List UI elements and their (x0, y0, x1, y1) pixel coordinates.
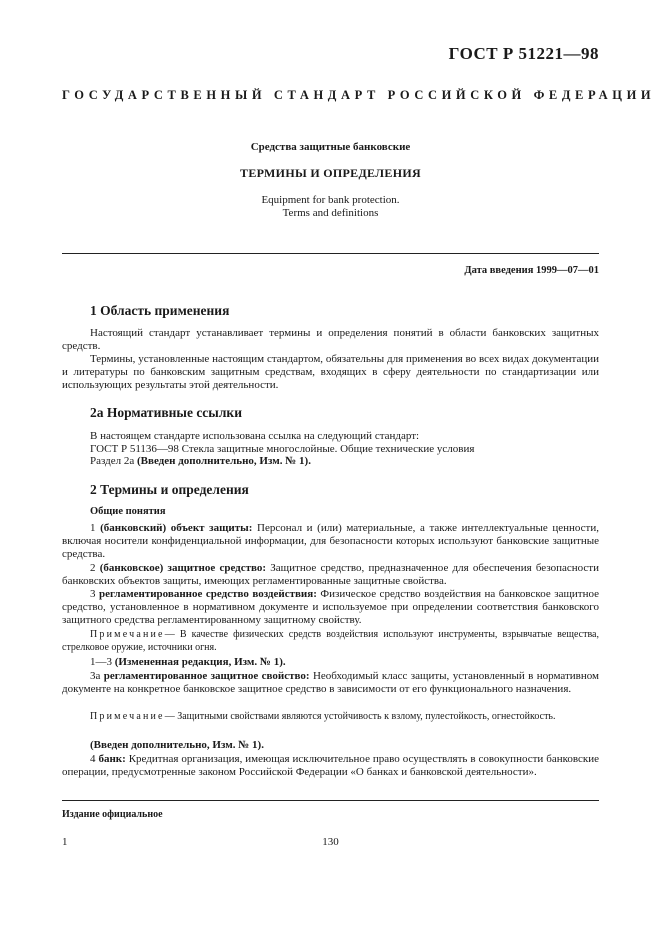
term-3a-definition: Необходимый класс защиты, установленный в нормативном документе на конкретное банковское защитное средство в зависимости от его функционального назначения. (62, 670, 599, 695)
footer-left-mark: 1 (62, 836, 68, 848)
section-2a-heading: 2а Нормативные ссылки (90, 405, 242, 420)
term-3 (62, 588, 599, 626)
term-3-name: регламентированное средство воздействия: (99, 588, 317, 600)
subject-title: Средства защитные банковские (250, 141, 411, 153)
section-2-heading: 2 Термины и определения (90, 482, 249, 497)
term-1-definition: Персонал и (или) материальные, а также интеллектуальные ценности, включая носители конфиденциальной информации, для безопасности которых используют банковские защитные средства. (62, 522, 600, 560)
state-standard-title: ГОСУДАРСТВЕННЫЙ СТАНДАРТ РОССИЙСКОЙ ФЕДЕРАЦИИ (62, 88, 656, 102)
term-2-number: 2 (90, 562, 96, 574)
note-2-text: — Защитными свойствами являются устойчивость к взлому, пулестойкость, огнестойкость. (164, 711, 556, 722)
section-2a-line-3-prefix: Раздел 2а (90, 455, 135, 468)
term-3-number: 3 (90, 588, 96, 600)
doc-number: ГОСТ Р 51221—98 (448, 44, 599, 63)
intro-date: Дата введения 1999—07—01 (464, 265, 599, 276)
english-title-line2: Terms and definitions (282, 207, 379, 219)
main-title: ТЕРМИНЫ И ОПРЕДЕЛЕНИЯ (240, 166, 421, 180)
term-4 (62, 753, 599, 779)
term-3a-name: регламентированное защитное свойство: (103, 670, 310, 682)
page-number: 130 (322, 836, 339, 848)
section-2a-line-2: ГОСТ Р 51136—98 Стекла защитные многослойные. Общие технические условия (90, 442, 475, 455)
section-1-paragraph-2: Термины, установленные настоящим стандартом, обязательны для применения во всех видах документации и литературы по банковским защитным средствам, входящих в сферу деятельности по стандартизации или использующих результаты этой деятельности. (62, 353, 599, 391)
section-2a-amendment: (Введен дополнительно, Изм. № 1). (137, 455, 311, 468)
section-1-heading: 1 Область применения (90, 303, 230, 318)
term-1-number: 1 (90, 522, 96, 534)
term-4-number: 4 (90, 753, 96, 765)
section-1-paragraph-1: Настоящий стандарт устанавливает термины и определения понятий в области банковских защитных средств. (62, 327, 599, 352)
note-1 (62, 629, 599, 655)
term-3-definition: Физическое средство воздействия на банковское защитное средство, установленное в нормативном документе и используемое при определении соответствия банковского защитного средства регламентированному защитному свойству. (62, 588, 600, 626)
footer-divider (62, 800, 599, 801)
note-2-label: Примечание (90, 711, 165, 722)
term-4-name: банк: (98, 753, 126, 765)
section-2a-body (90, 430, 599, 468)
term-1-name: (банковский) объект защиты: (100, 522, 253, 534)
english-title (62, 194, 599, 220)
header-divider (62, 253, 599, 254)
section-2a-line-3 (90, 455, 599, 468)
term-3a (62, 670, 599, 696)
english-title-line1: Equipment for bank protection. (261, 194, 400, 206)
term-4-definition: Кредитная организация, имеющая исключительное право осуществлять в совокупности банковские операции, предусмотренные законом Российской Федерации «О банках и банковской деятельности». (62, 753, 600, 778)
note-2 (62, 711, 599, 724)
amendment-1-3-prefix: 1—3 (90, 656, 112, 668)
amendment-3a-note: (Введен дополнительно, Изм. № 1). (90, 739, 264, 751)
term-2-name: (банковское) защитное средство: (99, 562, 267, 574)
section-2a-line-1: В настоящем стандарте использована ссылка на следующий стандарт: (90, 430, 420, 442)
note-1-text: — В качестве физических средств воздействия используют инструменты, взрывчатые вещества, стрелковое оружие, источники огня. (62, 629, 599, 653)
official-edition-label: Издание официальное (62, 809, 163, 820)
term-1 (62, 522, 599, 560)
general-concepts-heading: Общие понятия (90, 506, 166, 517)
term-2 (62, 562, 599, 588)
amendment-1-3 (62, 656, 599, 669)
term-3a-number: 3а (90, 670, 101, 682)
amendment-1-3-note: (Измененная редакция, Изм. № 1). (114, 656, 286, 668)
note-1-label: Примечание (90, 629, 165, 640)
term-2-definition: Защитное средство, предназначенное для обеспечения безопасности банковских объектов защиты, имеющих регламентированные защитные свойства. (62, 562, 599, 587)
amendment-3a (62, 739, 599, 752)
